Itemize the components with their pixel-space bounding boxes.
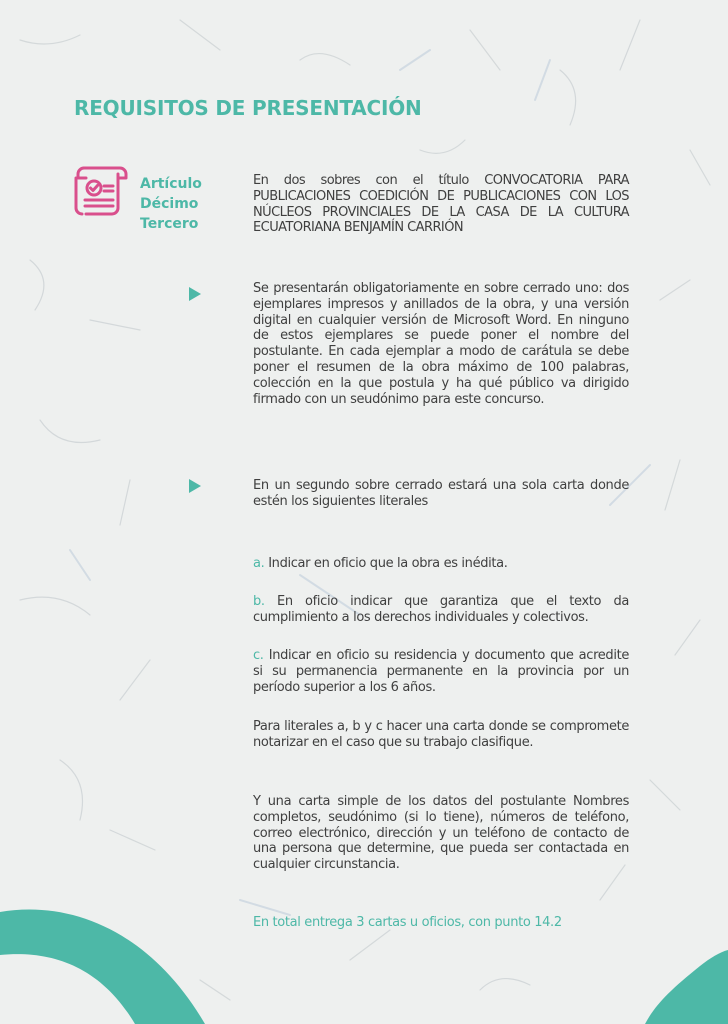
bullet-text: En un segundo sobre cerrado estará una sola carta donde estén los siguientes literales	[253, 478, 629, 509]
literal-letter: a.	[253, 556, 265, 571]
paragraph: Para literales a, b y c hacer una carta donde se compromete notarizar en el caso que su trabajo clasifique.	[253, 719, 629, 750]
article-label-line: Artículo	[140, 176, 202, 192]
literal-letter: c.	[253, 648, 264, 663]
triangle-arrow-icon	[189, 479, 201, 493]
article-intro: En dos sobres con el título CONVOCATORIA PARA PUBLICACIONES COEDICIÓN DE PUBLICACIONES CON LOS NÚCLEOS PROVINCIALES DE LA CASA DE LA CULTURA ECUATORIANA BENJAMÍN CARRIÓN	[253, 173, 629, 236]
literal-text: En oficio indicar que garantiza que el texto da cumplimiento a los derechos individuales y colectivos.	[253, 594, 629, 625]
article-label-line: Tercero	[140, 216, 199, 232]
literal-item	[253, 594, 629, 626]
article-label	[140, 174, 220, 234]
page-title: REQUISITOS DE PRESENTACIÓN	[74, 96, 422, 120]
bullet-text: Se presentarán obligatoriamente en sobre cerrado uno: dos ejemplares impresos y anillados de la obra, y una versión digital en cualquier versión de Microsoft Word. En ninguno de estos ejemplares se puede poner el nombre del postulante. En cada ejemplar a modo de carátula se debe poner el resumen de la obra máximo de 100 palabras, colección en la que postula y ha qué público va dirigido firmado con un seudónimo para este concurso.	[253, 281, 629, 407]
literal-letter: b.	[253, 594, 265, 609]
article-label-line: Décimo	[140, 196, 199, 212]
literal-text: Indicar en oficio que la obra es inédita.	[268, 556, 508, 571]
triangle-arrow-icon	[189, 287, 201, 301]
final-note: En total entrega 3 cartas u oficios, con punto 14.2	[253, 915, 562, 930]
document-check-icon	[72, 160, 132, 220]
literal-item	[253, 648, 629, 695]
literal-item	[253, 556, 629, 572]
literal-text: Indicar en oficio su residencia y documento que acredite si su permanencia permanente en la provincia por un período superior a los 6 años.	[253, 648, 629, 695]
paragraph: Y una carta simple de los datos del postulante Nombres completos, seudónimo (si lo tiene), números de teléfono, correo electrónico, dirección y un teléfono de contacto de una persona que determine, que pueda ser contactada en cualquier circunstancia.	[253, 794, 629, 873]
